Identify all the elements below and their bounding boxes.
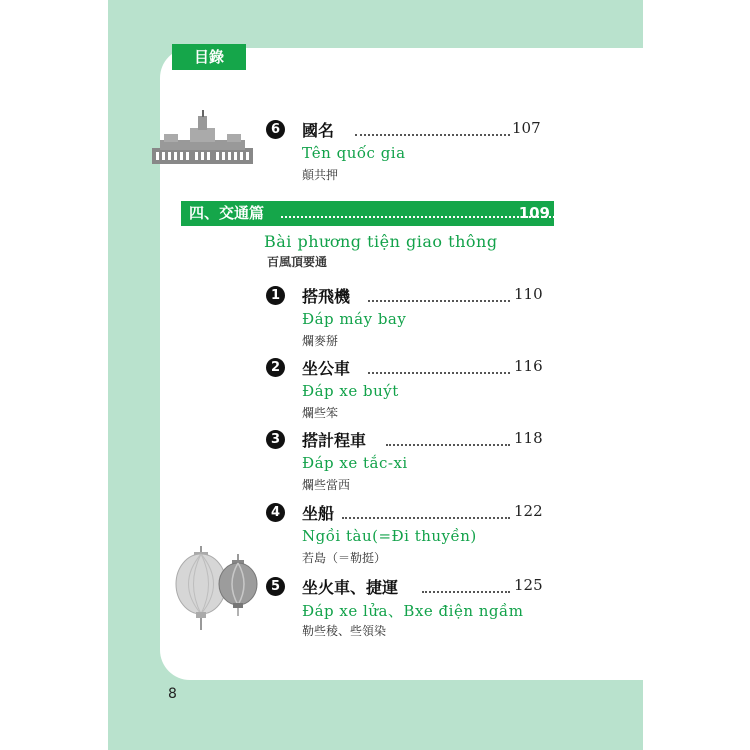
entry-page: 110 (514, 285, 543, 303)
leader-dots (368, 299, 510, 302)
building-illustration (150, 110, 255, 166)
entry-page: 125 (514, 576, 543, 594)
entry-vietnamese: Đáp máy bay (302, 310, 407, 328)
entry-title: 國名 (302, 121, 335, 140)
leader-dots (355, 133, 510, 136)
entry-title[interactable]: 搭飛機 (302, 287, 351, 306)
entry-number-badge: 6 (266, 120, 285, 139)
entry-page: 107 (512, 119, 541, 137)
page-number: 8 (168, 686, 177, 702)
entry-vietnamese: Ngồi tàu(=Đi thuyền) (302, 527, 477, 545)
entry-title[interactable]: 搭計程車 (302, 431, 367, 450)
lantern-illustration (168, 546, 262, 638)
entry-pronunciation: 爛些笨 (302, 406, 339, 420)
entry-vietnamese: Đáp xe buýt (302, 382, 399, 400)
entry-pronunciation: 爛麥掰 (302, 334, 339, 348)
section-page: 109 (518, 204, 550, 222)
entry-number-badge: 2 (266, 358, 285, 377)
leader-dots (342, 516, 510, 519)
entry-pronunciation: 勒些稜、些領染 (302, 624, 387, 638)
entry-pronunciation: 顛共押 (302, 168, 339, 182)
section-pronunciation: 百風頂要通 (267, 255, 328, 269)
entry-vietnamese: Đáp xe tắc-xi (302, 454, 408, 472)
entry-page: 118 (514, 429, 543, 447)
entry-pronunciation: 爛些當西 (302, 478, 351, 492)
entry-number-badge: 5 (266, 577, 285, 596)
leader-dots (368, 371, 510, 374)
entry-number-badge: 3 (266, 430, 285, 449)
section-header[interactable] (181, 201, 554, 226)
section-vietnamese: Bài phương tiện giao thông (264, 232, 498, 251)
section-title: 四、交通篇 (189, 204, 265, 222)
entry-vietnamese: Đáp xe lửa、Bxe điện ngầm (302, 602, 524, 620)
toc-label: 目錄 (172, 44, 246, 70)
entry-number-badge: 4 (266, 503, 285, 522)
entry-pronunciation: 若島（＝勒挺） (302, 551, 387, 565)
entry-vietnamese: Tên quốc gia (302, 144, 406, 162)
entry-page: 116 (514, 357, 543, 375)
leader-dots (422, 590, 510, 593)
leader-dots (386, 443, 510, 446)
entry-title[interactable]: 坐公車 (302, 359, 351, 378)
entry-title[interactable]: 坐火車、捷運 (302, 578, 399, 597)
entry-title[interactable]: 坐船 (302, 504, 335, 523)
entry-page: 122 (514, 502, 543, 520)
entry-number-badge: 1 (266, 286, 285, 305)
